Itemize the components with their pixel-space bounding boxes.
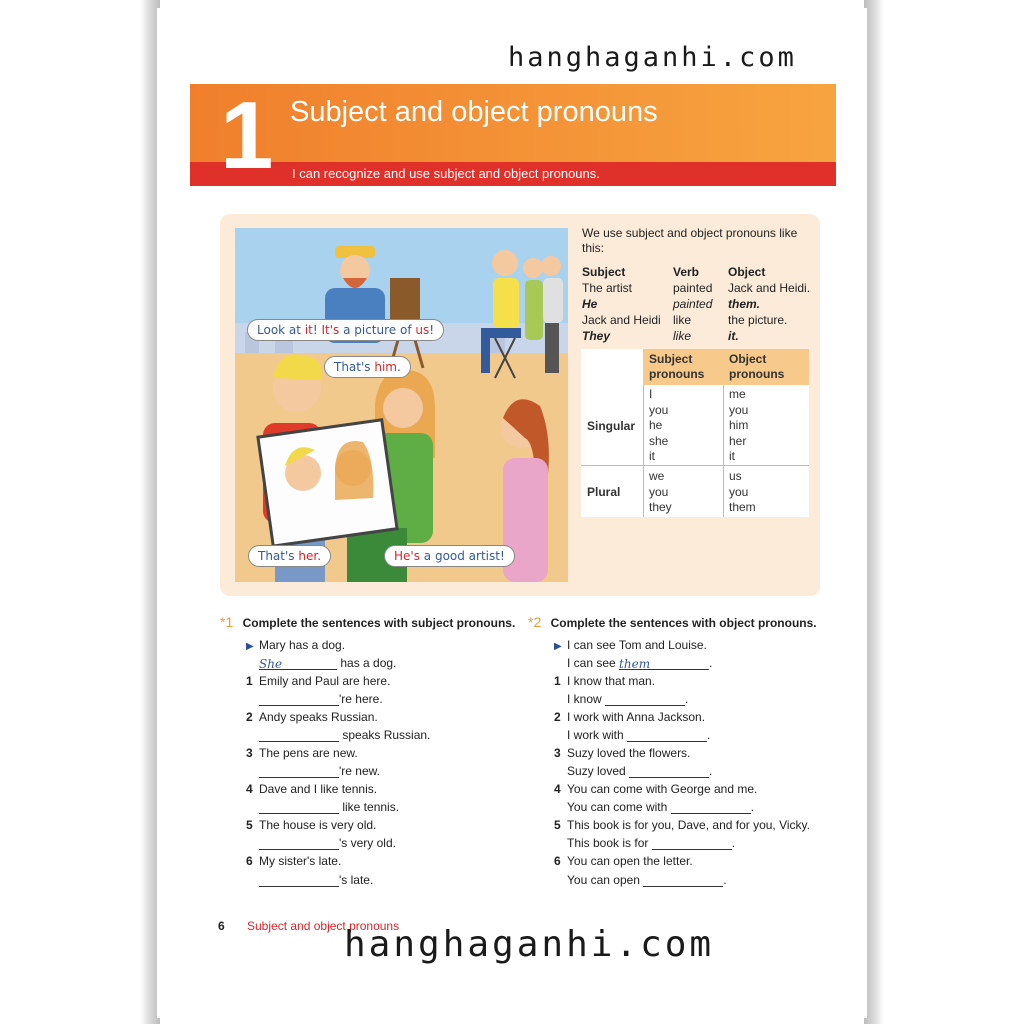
plural-object-pronouns [729, 469, 756, 516]
speech-bubble-thats-him [324, 356, 411, 378]
pronoun: her [729, 433, 747, 448]
answer-blank[interactable] [627, 729, 707, 742]
exercise-1-answer-line [259, 764, 380, 778]
item-number: 6 [554, 854, 561, 868]
table-header-subject [643, 349, 723, 385]
answer-blank[interactable] [671, 801, 751, 814]
bubble-text: . [397, 360, 401, 374]
exercise-1-answer-line [259, 873, 373, 887]
row-label-singular: Singular [587, 419, 636, 433]
bubble-text-highlight: it [304, 323, 313, 337]
item-number: 4 [554, 782, 561, 796]
item-pre: I know [567, 692, 602, 706]
item-sentence: You can open the letter. [567, 854, 693, 868]
exercise-1-item [246, 854, 341, 868]
item-number: 5 [554, 818, 561, 832]
header-verb [673, 265, 699, 279]
bubble-text: That's [334, 360, 375, 374]
item-number: 1 [246, 674, 253, 688]
exercise-2-answer-line: You can come with . [567, 800, 754, 814]
pronoun: them [729, 500, 756, 514]
item-sentence: Andy speaks Russian. [259, 710, 378, 724]
unit-title: Subject and object pronouns [290, 96, 658, 128]
pronoun: we [649, 469, 665, 483]
exercise-1-item [246, 782, 377, 796]
answer-blank[interactable] [259, 729, 339, 742]
exercise-1-answer-line [259, 836, 396, 850]
exercise-1-example [246, 638, 345, 652]
bubble-text: That's [258, 549, 299, 563]
row-object: Jack and Heidi. [728, 281, 811, 295]
exercise-1-answer-line [259, 728, 430, 742]
table-header-text: pronouns [729, 367, 785, 381]
answer-blank[interactable] [652, 837, 732, 850]
plural-subject-pronouns [649, 469, 672, 516]
example-rest: has a dog. [340, 656, 397, 670]
item-sentence: I work with Anna Jackson. [567, 710, 706, 724]
row-verb-text: painted [673, 297, 713, 311]
exercise-1-item [246, 710, 378, 724]
answer-blank[interactable] [259, 801, 339, 814]
difficulty-star: * [220, 614, 226, 630]
exercise-2-answer-line: Suzy loved . [567, 764, 713, 778]
row-object-text: it. [728, 329, 739, 343]
example-marker-icon: ▶ [246, 641, 254, 652]
page-shadow-left [0, 0, 160, 1024]
exercise-1-example-answer [259, 656, 396, 670]
exercise-2-example [554, 638, 707, 652]
example-answer: them [619, 657, 651, 671]
table-header-text: Object [729, 352, 767, 366]
pronoun: she [649, 433, 669, 448]
example-answer: She [259, 657, 283, 671]
exercise-2-answer-line: I work with . [567, 728, 711, 742]
row-label-plural: Plural [587, 485, 621, 499]
pronoun: us [729, 469, 742, 483]
answer-blank [259, 657, 337, 670]
item-sentence: Suzy loved the flowers. [567, 746, 691, 760]
bubble-text: ! [312, 323, 322, 337]
answer-blank[interactable] [605, 693, 685, 706]
row-object: the picture. [728, 313, 788, 327]
item-sentence: This book is for you, Dave, and for you, Vicky. [567, 818, 810, 832]
item-pre: You can open [567, 873, 640, 887]
item-rest: 're here. [339, 692, 383, 706]
watermark-bottom: hanghaganhi.com [344, 924, 715, 965]
exercise-1-item [246, 818, 376, 832]
exercise-2-answer-line: You can open . [567, 873, 727, 887]
row-subject [582, 297, 597, 311]
exercise-1-heading [220, 614, 515, 630]
bubble-text-highlight: him [374, 360, 397, 374]
bubble-text-highlight: He's [394, 549, 420, 563]
pronoun: it [729, 449, 735, 463]
item-number: 3 [554, 746, 561, 760]
bubble-text-highlight: us [415, 323, 430, 337]
exercise-2-item [554, 818, 810, 832]
exercise-2-answer-line: I know . [567, 692, 689, 706]
speech-bubble-good-artist [384, 545, 515, 567]
bubble-text: a good artist! [419, 549, 505, 563]
row-subject: The artist [582, 281, 633, 295]
header-subject [582, 265, 625, 279]
item-pre: This book is for [567, 836, 649, 850]
pronoun: you [649, 402, 669, 417]
item-sentence: I know that man. [567, 674, 656, 688]
pronoun: you [649, 484, 669, 499]
exercise-number: 2 [533, 614, 542, 630]
exercise-1-answer-line [259, 692, 383, 706]
exercise-2-item [554, 674, 655, 688]
item-sentence: The house is very old. [259, 818, 377, 832]
item-rest: 's late. [339, 873, 374, 887]
grammar-intro: We use subject and object pronouns like this: [582, 226, 798, 255]
item-number: 6 [246, 854, 253, 868]
exercise-2-answer-line: This book is for . [567, 836, 736, 850]
item-rest: 's very old. [339, 836, 396, 850]
exercise-2-heading [528, 614, 817, 630]
item-sentence: The pens are new. [259, 746, 358, 760]
pronoun: it [649, 449, 655, 463]
item-number: 4 [246, 782, 253, 796]
bubble-text-highlight: her [298, 549, 318, 563]
answer-blank[interactable] [259, 874, 339, 887]
answer-blank[interactable] [629, 765, 709, 778]
header-object-text: Object [728, 265, 766, 279]
header-verb-text: Verb [673, 265, 700, 279]
exercise-1-item [246, 746, 358, 760]
exercise-number: 1 [225, 614, 234, 630]
row-subject-text: They [582, 329, 611, 343]
row-verb: painted [673, 281, 713, 295]
example-marker-icon: ▶ [554, 641, 562, 652]
bubble-text-highlight: It's [321, 323, 340, 337]
answer-blank[interactable] [259, 693, 339, 706]
page-shadow-right [864, 0, 1024, 1024]
item-number: 2 [554, 710, 561, 724]
row-subject-text: He [582, 297, 598, 311]
row-subject: Jack and Heidi [582, 313, 661, 327]
item-number: 3 [246, 746, 253, 760]
exercise-2-item [554, 746, 690, 760]
row-verb: like [673, 313, 692, 327]
exercise-1-answer-line [259, 800, 399, 814]
footer-section: Subject and object pronouns [247, 919, 400, 933]
table-header-text: Subject [649, 352, 693, 366]
item-sentence: Dave and I like tennis. [259, 782, 378, 796]
page-number: 6 [218, 919, 225, 933]
table-header-object [723, 349, 809, 385]
pronoun: you [729, 484, 749, 499]
pronoun: me [729, 387, 746, 401]
exercise-instruction: Complete the sentences with object pronouns. [550, 616, 817, 630]
speech-bubble-look-at-it [247, 319, 444, 341]
pronoun: you [729, 402, 749, 417]
answer-blank [619, 657, 709, 670]
exercise-2-example-answer: I can see them . [567, 656, 713, 671]
item-number: 2 [246, 710, 253, 724]
exercise-2-item [554, 710, 705, 724]
item-pre: I work with [567, 728, 624, 742]
answer-blank[interactable] [259, 765, 339, 778]
exercise-2-item [554, 782, 757, 796]
cartoon-illustration [235, 228, 568, 582]
item-number: 5 [246, 818, 253, 832]
item-pre: Suzy loved [567, 764, 626, 778]
exercise-2-item [554, 854, 693, 868]
table-header-text: pronouns [649, 367, 705, 381]
example-sentence: Mary has a dog. [259, 638, 346, 652]
pronoun: him [729, 418, 749, 432]
bubble-text: ! [429, 323, 435, 337]
item-sentence: You can come with George and me. [567, 782, 758, 796]
row-subject [582, 329, 610, 343]
item-rest: 're new. [339, 764, 380, 778]
exercise-instruction: Complete the sentences with subject pronouns. [242, 616, 516, 630]
header-subject-text: Subject [582, 265, 626, 279]
difficulty-star: * [528, 614, 534, 630]
table-divider-vertical [723, 385, 724, 517]
item-sentence: My sister's late. [259, 854, 342, 868]
row-verb [673, 329, 691, 343]
example-sentence: I can see Tom and Louise. [567, 638, 707, 652]
bubble-text: Look at [257, 323, 305, 337]
bubble-text: . [317, 549, 322, 563]
row-object [728, 329, 739, 343]
bubble-text: a picture of [339, 323, 416, 337]
pronoun: I [649, 387, 653, 401]
exercise-1-item [246, 674, 390, 688]
speech-bubble-thats-her [248, 545, 331, 567]
watermark-top: hanghaganhi.com [508, 42, 797, 73]
row-object-text: them. [728, 297, 761, 311]
example-pre: I can see [567, 656, 616, 670]
item-sentence: Emily and Paul are here. [259, 674, 391, 688]
answer-blank[interactable] [259, 837, 339, 850]
singular-object-pronouns [729, 387, 748, 465]
item-rest: speaks Russian. [342, 728, 431, 742]
unit-subtitle: I can recognize and use subject and object pronouns. [292, 166, 600, 181]
item-number: 1 [554, 674, 561, 688]
row-verb-text: like [673, 329, 692, 343]
item-pre: You can come with [567, 800, 668, 814]
row-object [728, 297, 760, 311]
row-verb [673, 297, 712, 311]
answer-blank[interactable] [643, 874, 723, 887]
illustration-svg [235, 228, 568, 582]
pronoun: he [649, 418, 663, 432]
header-object [728, 265, 765, 279]
table-divider-horizontal [581, 465, 809, 466]
pronoun: they [649, 500, 672, 514]
item-rest: like tennis. [342, 800, 400, 814]
unit-number: 1 [220, 82, 274, 189]
singular-subject-pronouns [649, 387, 668, 465]
table-divider-vertical [643, 385, 644, 517]
